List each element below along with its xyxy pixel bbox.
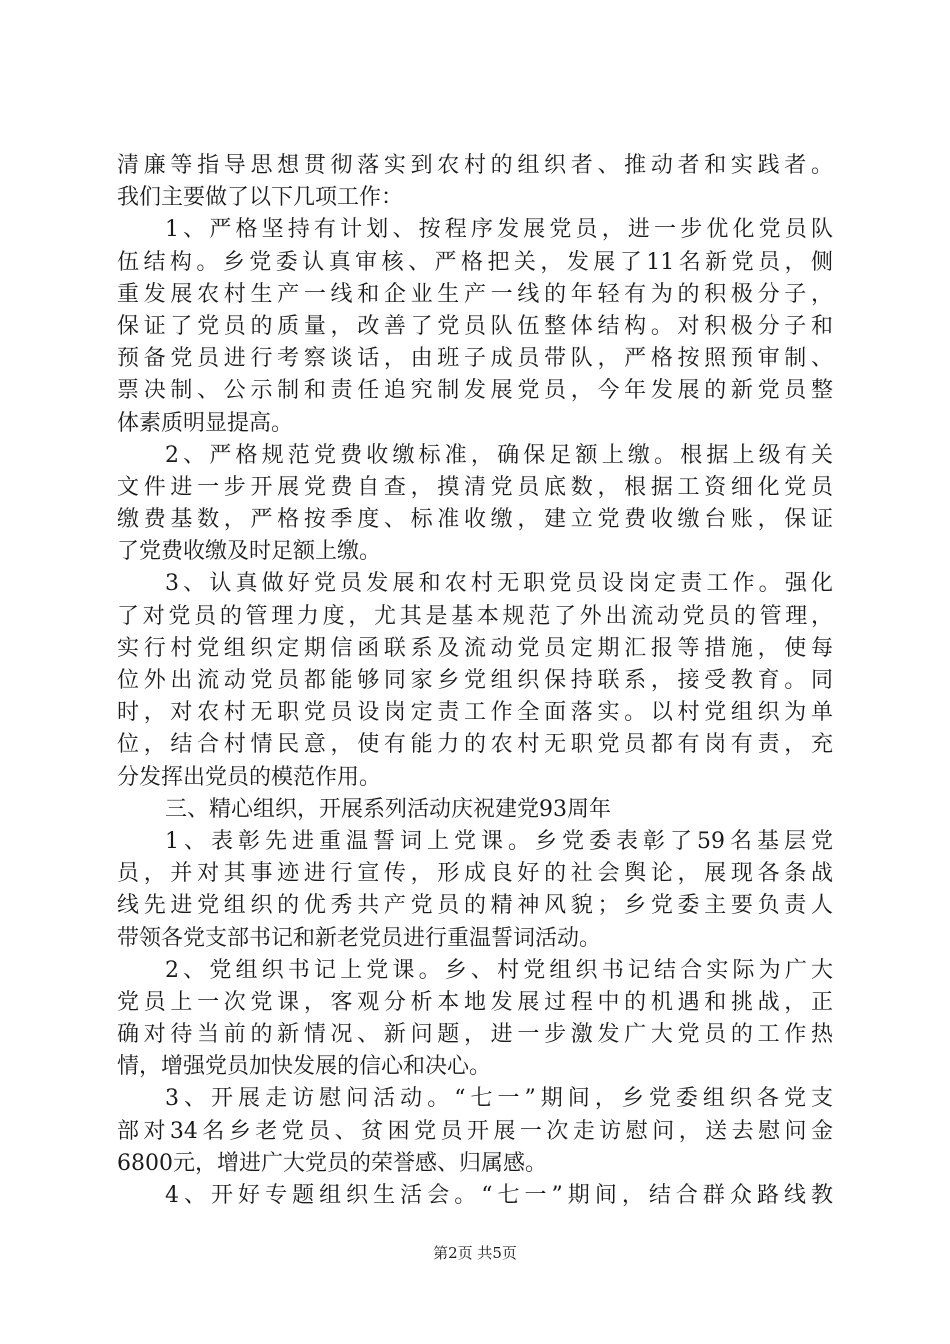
text-line: 位，结合村情民意，使有能力的农村无职党员都有岗有责，充 — [117, 732, 833, 758]
text-line: 保证了党员的质量，改善了党员队伍整体结构。对积极分子和 — [117, 313, 833, 339]
text-line: 位外出流动党员都能够同家乡党组织保持联系，接受教育。同 — [117, 668, 833, 693]
text-line: 缴费基数，严格按季度、标准收缴，建立党费收缴台账，保证 — [117, 507, 833, 533]
paragraph-first-line: 3、认真做好党员发展和农村无职党员设岗定责工作。强化 — [165, 571, 833, 597]
text-line: 党员上一次党课，客观分析本地发展过程中的机遇和挑战，正 — [117, 989, 833, 1015]
text-line: 票决制、公示制和责任追究制发展党员，今年发展的新党员整 — [117, 378, 833, 404]
text-line: 清廉等指导思想贯彻落实到农村的组织者、推动者和实践者。 — [117, 153, 833, 178]
text-line: 带领各党支部书记和新老党员进行重温誓词活动。 — [117, 925, 602, 951]
text-line: 时，对农村无职党员设岗定责工作全面落实。以村党组织为单 — [117, 700, 833, 726]
page-footer: 第2页 共5页 — [433, 1244, 517, 1262]
text-line: 体素质明显提高。 — [117, 410, 294, 436]
paragraph-first-line: 3、开展走访慰问活动。“七一”期间，乡党委组织各党支 — [165, 1086, 833, 1112]
text-line: 我们主要做了以下几项工作： — [117, 185, 404, 211]
text-line: 了对党员的管理力度，尤其是基本规范了外出流动党员的管理， — [117, 603, 833, 629]
text-line: 文件进一步开展党费自查，摸清党员底数，根据工资细化党员 — [117, 474, 833, 500]
paragraph-first-line: 2、党组织书记上党课。乡、村党组织书记结合实际为广大 — [165, 957, 833, 983]
text-line: 员，并对其事迹进行宣传，形成良好的社会舆论，展现各条战 — [117, 861, 833, 887]
text-line: 重发展农村生产一线和企业生产一线的年轻有为的积极分子， — [117, 281, 833, 307]
text-line: 6800元，增进广大党员的荣誉感、归属感。 — [117, 1150, 547, 1176]
text-line: 实行村党组织定期信函联系及流动党员定期汇报等措施，使每 — [117, 635, 833, 661]
text-line: 了党费收缴及时足额上缴。 — [117, 539, 382, 565]
text-line: 情，增强党员加快发展的信心和决心。 — [117, 1054, 492, 1080]
section-heading: 三、精心组织，开展系列活动庆祝建党93周年 — [165, 796, 611, 822]
text-line: 分发挥出党员的模范作用。 — [117, 764, 382, 790]
text-line: 确对待当前的新情况、新问题，进一步激发广大党员的工作热 — [117, 1022, 833, 1048]
paragraph-first-line: 1、表彰先进重温誓词上党课。乡党委表彰了59名基层党 — [165, 828, 833, 854]
document-body — [117, 150, 833, 1212]
paragraph-first-line: 1、严格坚持有计划、按程序发展党员，进一步优化党员队 — [165, 217, 833, 243]
paragraph-first-line: 4、开好专题组织生活会。“七一”期间，结合群众路线教 — [165, 1183, 833, 1208]
paragraph-first-line: 2、严格规范党费收缴标准，确保足额上缴。根据上级有关 — [165, 442, 833, 468]
text-line: 线先进党组织的优秀共产党员的精神风貌；乡党委主要负责人 — [117, 893, 833, 919]
text-line: 预备党员进行考察谈话，由班子成员带队，严格按照预审制、 — [117, 346, 833, 372]
text-line: 部对34名乡老党员、贫困党员开展一次走访慰问，送去慰问金 — [117, 1118, 833, 1144]
text-line: 伍结构。乡党委认真审核、严格把关，发展了11名新党员，侧 — [117, 249, 833, 275]
